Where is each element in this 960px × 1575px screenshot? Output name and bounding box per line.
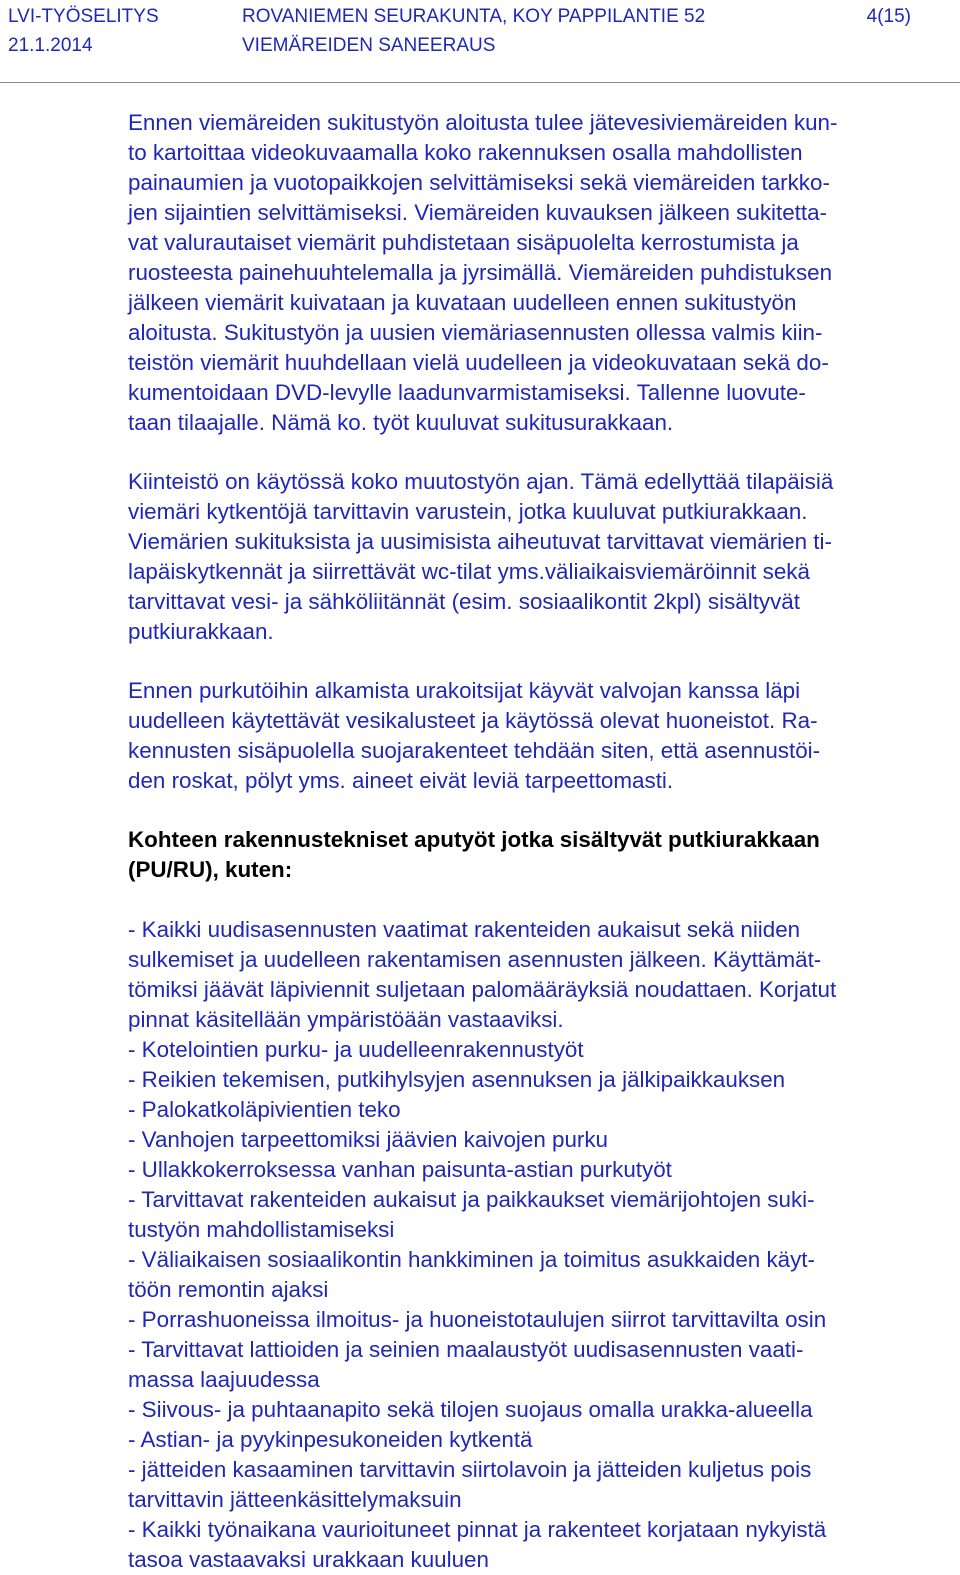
paragraph-line: teistön viemärit huuhdellaan vielä uudelleen ja videokuvataan sekä do-: [128, 350, 829, 375]
list-item-line: - Palokatkoläpivientien teko: [128, 1097, 401, 1122]
list-item-line: pinnat käsitellään ympäristöään vastaaviksi.: [128, 1007, 564, 1032]
list-item-line: - Siivous- ja puhtaanapito sekä tilojen suojaus omalla urakka-alueella: [128, 1397, 813, 1422]
list-item-line: töön remontin ajaksi: [128, 1277, 329, 1302]
paragraph-line: aloitusta. Sukitustyön ja uusien viemäriasennusten ollessa valmis kiin-: [128, 320, 823, 345]
paragraph-inspection: [128, 108, 946, 438]
paragraph-temporary-connections: [128, 467, 946, 647]
project-subtitle: VIEMÄREIDEN SANEERAUS: [242, 35, 496, 56]
list-item-line: sulkemiset ja uudelleen rakentamisen asennusten jälkeen. Käyttämät-: [128, 947, 822, 972]
paragraph-line: to kartoittaa videokuvaamalla koko rakennuksen osalla mahdollisten: [128, 140, 803, 165]
paragraph-line: kumentoidaan DVD-levylle laadunvarmistamiseksi. Tallenne luovute-: [128, 380, 806, 405]
paragraph-line: painaumien ja vuotopaikkojen selvittämiseksi sekä viemäreiden tarkko-: [128, 170, 830, 195]
list-item-line: - Astian- ja pyykinpesukoneiden kytkentä: [128, 1427, 533, 1452]
paragraph-line: taan tilaajalle. Nämä ko. työt kuuluvat sukitusurakkaan.: [128, 410, 674, 435]
list-item-line: - Kaikki uudisasennusten vaatimat rakenteiden aukaisut sekä niiden: [128, 917, 801, 942]
list-item-line: tasoa vastaavaksi urakkaan kuuluen: [128, 1547, 489, 1572]
document-info: [8, 2, 159, 60]
section-heading: [128, 825, 946, 885]
project-name: ROVANIEMEN SEURAKUNTA, KOY PAPPILANTIE 52: [242, 6, 706, 27]
list-item-line: - Reikien tekemisen, putkihylsyjen asennuksen ja jälkipaikkauksen: [128, 1067, 786, 1092]
paragraph-line: jälkeen viemärit kuivataan ja kuvataan uudelleen ennen sukitustyön: [128, 290, 797, 315]
list-item-line: - Tarvittavat rakenteiden aukaisut ja paikkaukset viemärijohtojen suki-: [128, 1187, 815, 1212]
list-item-line: tömiksi jäävät läpiviennit suljetaan palomääräyksiä noudattaen. Korjatut: [128, 977, 837, 1002]
paragraph-line: lapäiskytkennät ja siirrettävät wc-tilat yms.väliaikaisviemäröinnit sekä: [128, 559, 810, 584]
paragraph-line: Kiinteistö on käytössä koko muutostyön ajan. Tämä edellyttää tilapäisiä: [128, 469, 834, 494]
document-date: 21.1.2014: [8, 35, 93, 56]
list-item-line: tarvittavin jätteenkäsittelymaksuin: [128, 1487, 462, 1512]
paragraph-line: kennusten sisäpuolella suojarakenteet tehdään siten, että asennustöi-: [128, 738, 821, 763]
document-body: [128, 108, 946, 1575]
list-item-line: - Porrashuoneissa ilmoitus- ja huoneistotaulujen siirrot tarvittavilta osin: [128, 1307, 827, 1332]
paragraph-line: viemäri kytkentöjä tarvittavin varustein, jotka kuuluvat putkiurakkaan.: [128, 499, 808, 524]
heading-line: (PU/RU), kuten:: [128, 857, 293, 882]
paragraph-line: Ennen purkutöihin alkamista urakoitsijat käyvät valvojan kanssa läpi: [128, 678, 801, 703]
document-type: LVI-TYÖSELITYS: [8, 6, 159, 27]
paragraph-line: den roskat, pölyt yms. aineet eivät leviä tarpeettomasti.: [128, 768, 674, 793]
page-header: [0, 0, 960, 83]
paragraph-line: putkiurakkaan.: [128, 619, 274, 644]
project-info: [242, 2, 705, 60]
page-number: 4(15): [866, 6, 911, 27]
task-list: [128, 915, 946, 1575]
paragraph-line: jen sijaintien selvittämiseksi. Viemäreiden kuvauksen jälkeen sukitetta-: [128, 200, 828, 225]
list-item-line: - Ullakkokerroksessa vanhan paisunta-astian purkutyöt: [128, 1157, 672, 1182]
list-item-line: tustyön mahdollistamiseksi: [128, 1217, 395, 1242]
paragraph-line: uudelleen käytettävät vesikalusteet ja käytössä olevat huoneistot. Ra-: [128, 708, 818, 733]
list-item-line: - Kotelointien purku- ja uudelleenrakennustyöt: [128, 1037, 584, 1062]
paragraph-demolition-review: [128, 676, 946, 796]
list-item-line: massa laajuudessa: [128, 1367, 320, 1392]
list-item-line: - Vanhojen tarpeettomiksi jäävien kaivojen purku: [128, 1127, 609, 1152]
list-item-line: - Tarvittavat lattioiden ja seinien maalaustyöt uudisasennusten vaati-: [128, 1337, 804, 1362]
list-item-line: - Kaikki työnaikana vaurioituneet pinnat ja rakenteet korjataan nykyistä: [128, 1517, 827, 1542]
list-item-line: - jätteiden kasaaminen tarvittavin siirtolavoin ja jätteiden kuljetus pois: [128, 1457, 812, 1482]
paragraph-line: vat valurautaiset viemärit puhdistetaan sisäpuolelta kerrostumista ja: [128, 230, 799, 255]
list-item-line: - Väliaikaisen sosiaalikontin hankkiminen ja toimitus asukkaiden käyt-: [128, 1247, 815, 1272]
paragraph-line: Viemärien sukituksista ja uusimisista aiheutuvat tarvittavat viemärien ti-: [128, 529, 832, 554]
paragraph-line: tarvittavat vesi- ja sähköliitännät (esim. sosiaalikontit 2kpl) sisältyvät: [128, 589, 800, 614]
paragraph-line: ruosteesta painehuuhtelemalla ja jyrsimällä. Viemäreiden puhdistuksen: [128, 260, 833, 285]
heading-line: Kohteen rakennustekniset aputyöt jotka sisältyvät putkiurakkaan: [128, 827, 820, 852]
paragraph-line: Ennen viemäreiden sukitustyön aloitusta tulee jätevesiviemäreiden kun-: [128, 110, 838, 135]
